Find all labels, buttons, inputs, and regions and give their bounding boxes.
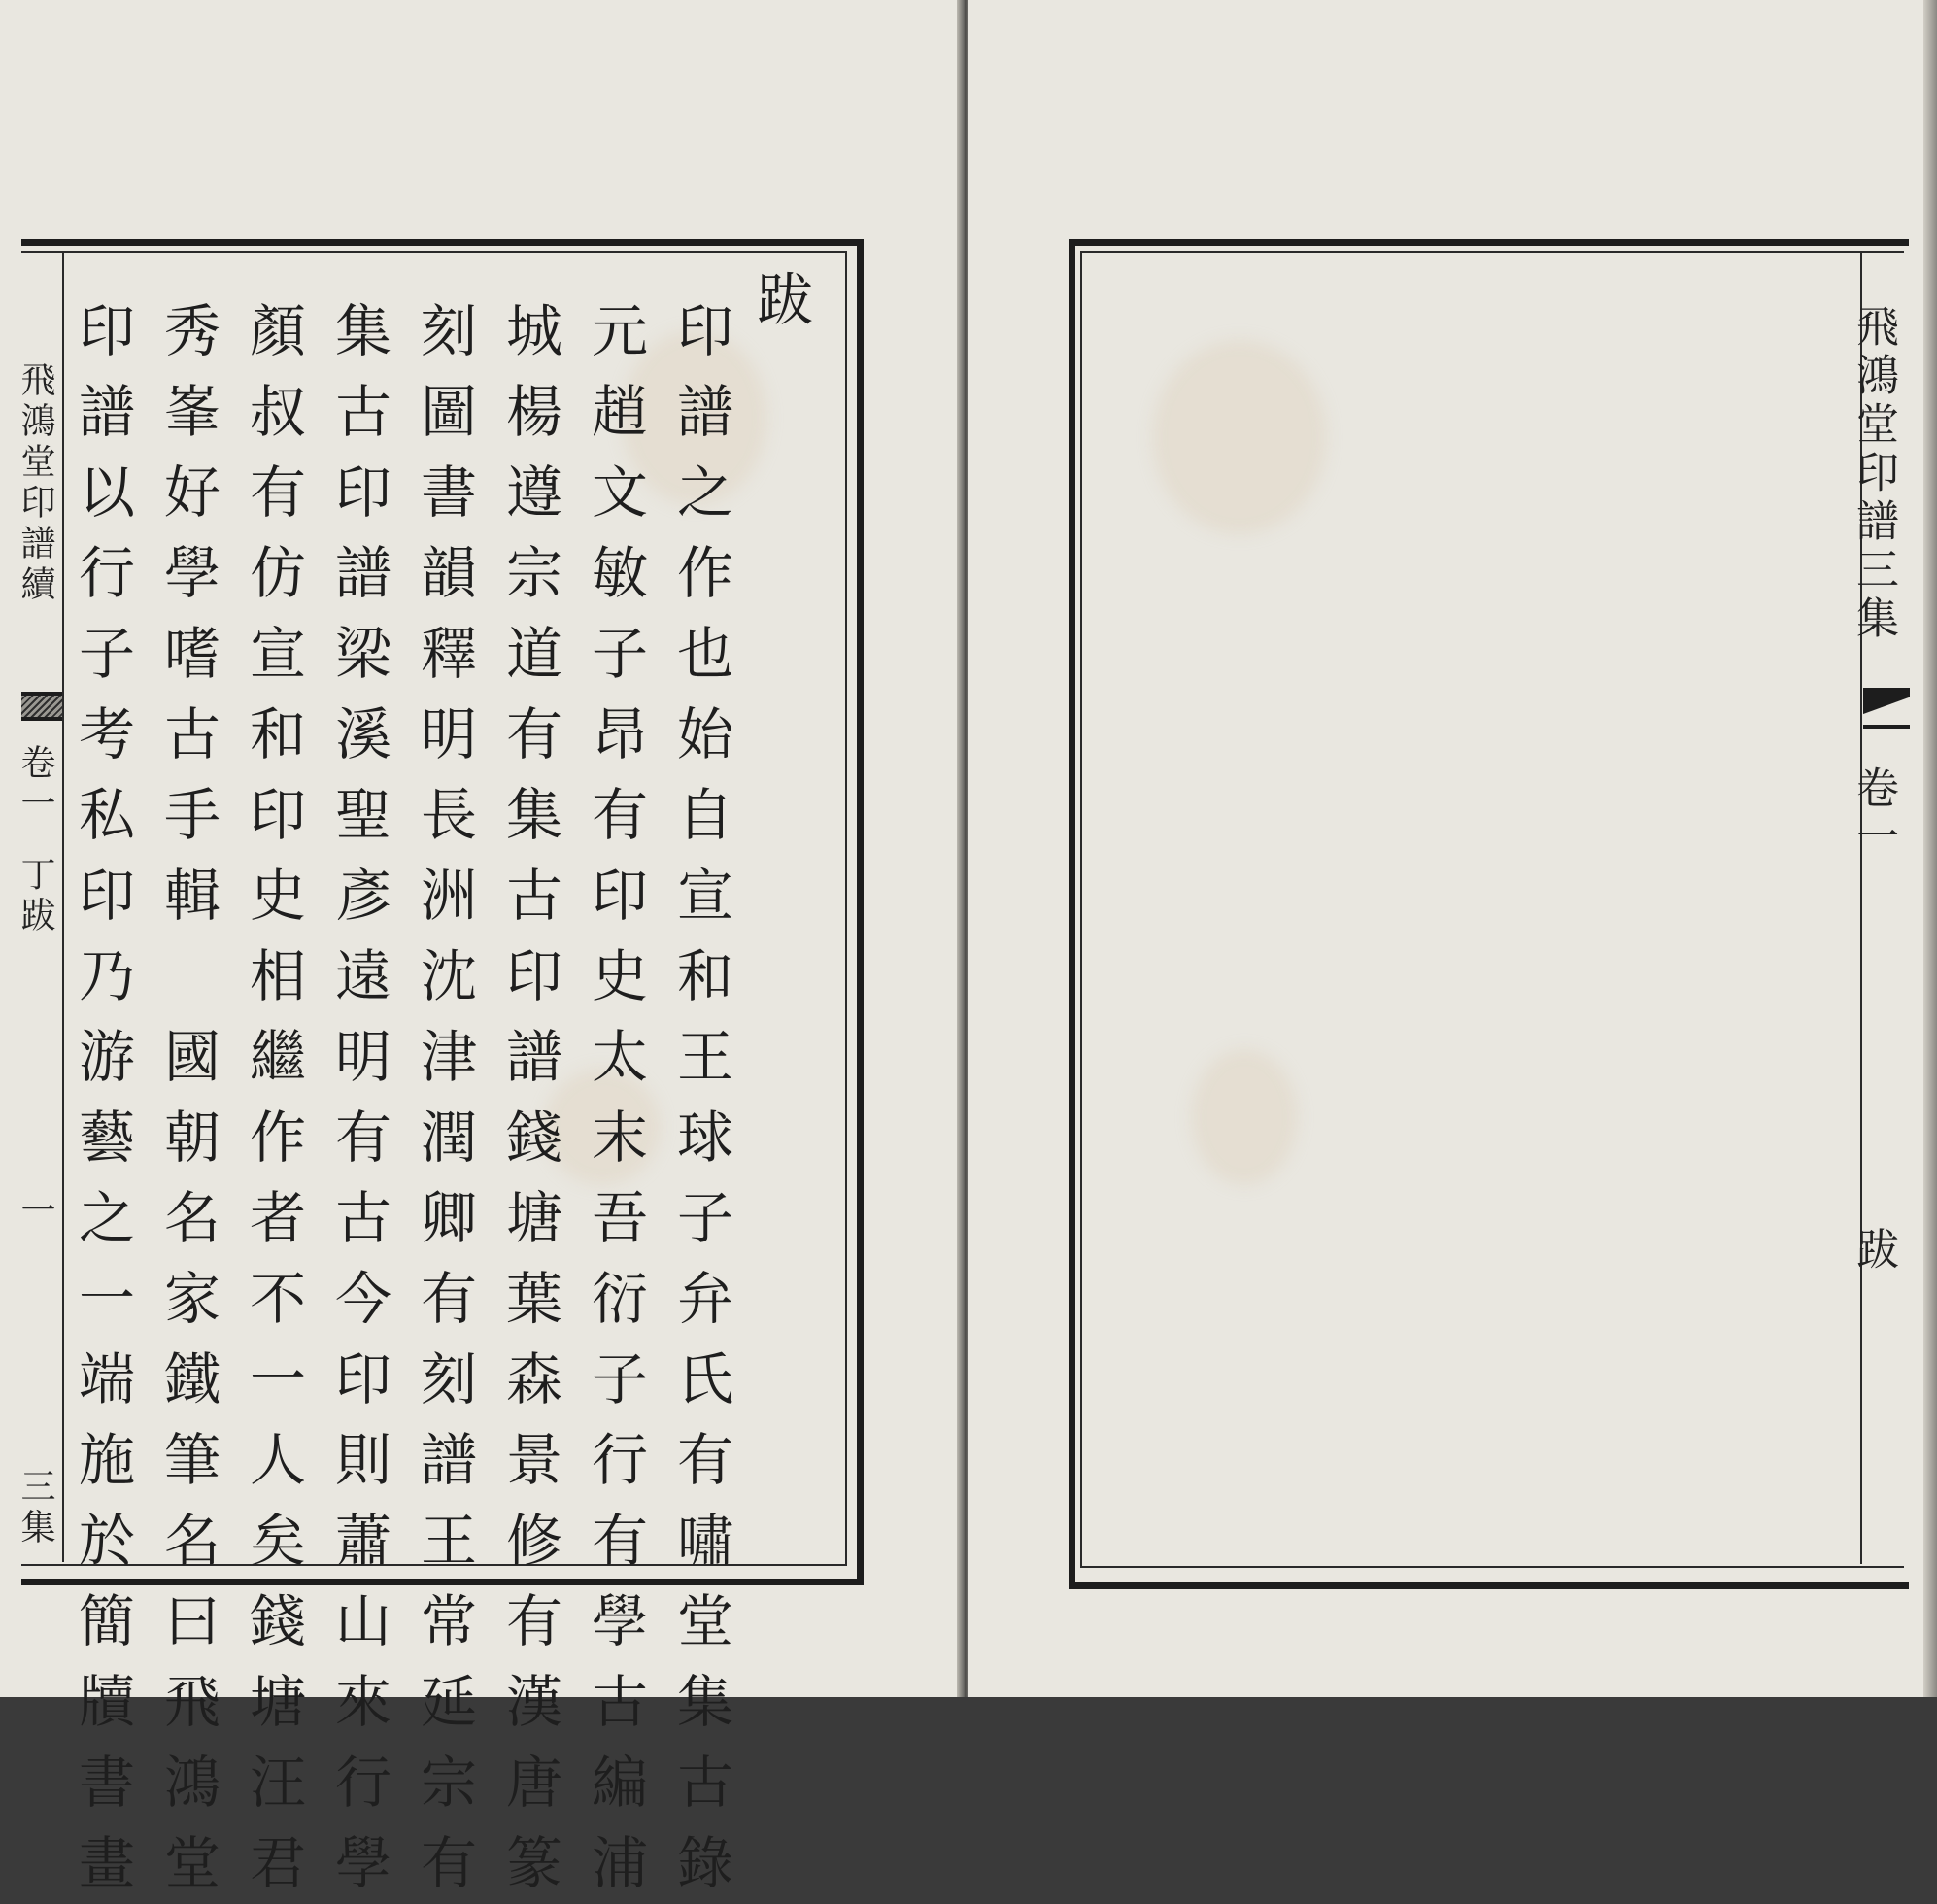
text-char: 之 xyxy=(676,459,733,526)
text-char: 於 xyxy=(78,1508,135,1574)
text-char: 印 xyxy=(334,1346,391,1412)
text-char: 印 xyxy=(676,298,733,364)
text-char: 圖 xyxy=(420,379,477,445)
text-char: 王 xyxy=(420,1508,477,1574)
text-char: 梁 xyxy=(334,621,391,687)
text-char: 鴻 xyxy=(163,1750,221,1816)
text-char: 太 xyxy=(591,1024,648,1090)
text-char: 葉 xyxy=(505,1266,562,1332)
text-char: 作 xyxy=(676,540,733,606)
text-char: 元 xyxy=(591,298,648,364)
text-char: 嘯 xyxy=(676,1508,733,1574)
right-banner-title: 飛鴻堂印譜三集 xyxy=(1849,304,1898,644)
text-char: 印 xyxy=(334,459,391,526)
text-char: 端 xyxy=(78,1346,135,1412)
text-char: 洲 xyxy=(420,863,477,929)
heading-char: 跋 xyxy=(756,267,813,333)
text-char: 畫 xyxy=(78,1830,135,1896)
text-char: 篆 xyxy=(505,1830,562,1896)
text-char: 手 xyxy=(163,782,221,848)
left-fish-tail xyxy=(21,692,64,721)
page-edge xyxy=(1923,0,1937,1697)
text-char: 和 xyxy=(676,943,733,1009)
text-char: 印 xyxy=(78,863,135,929)
text-char: 宣 xyxy=(676,863,733,929)
text-char: 簡 xyxy=(78,1588,135,1654)
text-char: 延 xyxy=(420,1669,477,1735)
text-char: 道 xyxy=(505,621,562,687)
text-char: 譜 xyxy=(505,1024,562,1090)
text-char: 來 xyxy=(334,1669,391,1735)
text-char: 明 xyxy=(420,701,477,767)
text-char: 譜 xyxy=(334,540,391,606)
text-char: 錢 xyxy=(249,1588,306,1654)
text-column xyxy=(241,291,315,1896)
text-char: 聖 xyxy=(334,782,391,848)
text-char: 球 xyxy=(676,1105,733,1171)
text-char: 文 xyxy=(591,459,648,526)
text-char: 子 xyxy=(591,1346,648,1412)
text-column xyxy=(412,291,486,1896)
text-char: 朝 xyxy=(163,1105,221,1171)
text-char: 弁 xyxy=(676,1266,733,1332)
text-char: 私 xyxy=(78,782,135,848)
text-char: 古 xyxy=(163,701,221,767)
text-char: 有 xyxy=(334,1105,391,1171)
text-char: 古 xyxy=(334,1185,391,1251)
text-char: 行 xyxy=(591,1427,648,1493)
text-char: 集 xyxy=(505,782,562,848)
text-char: 譜 xyxy=(676,379,733,445)
text-char: 印 xyxy=(591,863,648,929)
text-char: 學 xyxy=(163,540,221,606)
text-char: 輯 xyxy=(163,863,221,929)
text-char: 楊 xyxy=(505,379,562,445)
text-char: 吾 xyxy=(591,1185,648,1251)
text-char: 敏 xyxy=(591,540,648,606)
text-char: 一 xyxy=(78,1266,135,1332)
text-char: 刻 xyxy=(420,298,477,364)
left-banner-section: 卷一 xyxy=(16,744,55,826)
text-char: 浦 xyxy=(591,1830,648,1896)
text-char: 秀 xyxy=(163,298,221,364)
text-column xyxy=(326,291,400,1896)
text-char: 昂 xyxy=(591,701,648,767)
text-char: 古 xyxy=(676,1750,733,1816)
text-char: 有 xyxy=(249,459,306,526)
text-char: 相 xyxy=(249,943,306,1009)
text-char: 游 xyxy=(78,1024,135,1090)
text-char: 有 xyxy=(505,1588,562,1654)
text-char: 宣 xyxy=(249,621,306,687)
text-char: 有 xyxy=(505,701,562,767)
text-char: 釋 xyxy=(420,621,477,687)
text-char: 矣 xyxy=(249,1508,306,1574)
text-char: 之 xyxy=(78,1185,135,1251)
left-banner-rule xyxy=(62,253,64,1562)
text-char: 末 xyxy=(591,1105,648,1171)
right-banner-sub: 跋 xyxy=(1849,1227,1898,1275)
text-char: 乃 xyxy=(78,943,135,1009)
text-char: 始 xyxy=(676,701,733,767)
text-char: 牘 xyxy=(78,1669,135,1735)
text-char: 印 xyxy=(249,782,306,848)
text-char: 卿 xyxy=(420,1185,477,1251)
left-banner-collection: 三集 xyxy=(16,1468,55,1549)
right-fish-tail xyxy=(1863,688,1910,729)
text-char: 宗 xyxy=(505,540,562,606)
text-char: 史 xyxy=(591,943,648,1009)
text-char: 曰 xyxy=(163,1588,221,1654)
text-char: 子 xyxy=(78,621,135,687)
text-char: 有 xyxy=(420,1266,477,1332)
text-char: 王 xyxy=(676,1024,733,1090)
text-char: 印 xyxy=(78,298,135,364)
text-char: 蕭 xyxy=(334,1508,391,1574)
text-char: 嗜 xyxy=(163,621,221,687)
text-char: 漢 xyxy=(505,1669,562,1735)
text-char: 明 xyxy=(334,1024,391,1090)
text-char: 譜 xyxy=(78,379,135,445)
text-char: 者 xyxy=(249,1185,306,1251)
text-char: 一 xyxy=(249,1346,306,1412)
text-char: 筆 xyxy=(163,1427,221,1493)
text-column xyxy=(497,291,571,1896)
text-char: 堂 xyxy=(163,1830,221,1896)
text-char: 唐 xyxy=(505,1750,562,1816)
text-char: 有 xyxy=(591,782,648,848)
text-char: 山 xyxy=(334,1588,391,1654)
text-char: 顏 xyxy=(249,298,306,364)
text-char: 溪 xyxy=(334,701,391,767)
text-char: 印 xyxy=(505,943,562,1009)
text-char: 行 xyxy=(334,1750,391,1816)
text-char: 好 xyxy=(163,459,221,526)
text-char: 學 xyxy=(334,1830,391,1896)
text-char: 也 xyxy=(676,621,733,687)
text-char: 書 xyxy=(78,1750,135,1816)
text-char: 仿 xyxy=(249,540,306,606)
text-char: 峯 xyxy=(163,379,221,445)
text-char: 鐵 xyxy=(163,1346,221,1412)
text-char: 衍 xyxy=(591,1266,648,1332)
text-char: 則 xyxy=(334,1427,391,1493)
text-char: 名 xyxy=(163,1185,221,1251)
right-inner-frame xyxy=(1080,251,1904,1568)
text-char: 繼 xyxy=(249,1024,306,1090)
text-char: 潤 xyxy=(420,1105,477,1171)
text-char: 錄 xyxy=(676,1830,733,1896)
text-char: 集 xyxy=(676,1669,733,1735)
text-char: 書 xyxy=(420,459,477,526)
text-char: 不 xyxy=(249,1266,306,1332)
left-banner-title: 飛鴻堂印譜續 xyxy=(16,361,55,606)
text-char: 刻 xyxy=(420,1346,477,1412)
text-char: 君 xyxy=(249,1830,306,1896)
text-char: 藝 xyxy=(78,1105,135,1171)
text-char: 常 xyxy=(420,1588,477,1654)
text-char: 今 xyxy=(334,1266,391,1332)
text-char: 宗 xyxy=(420,1750,477,1816)
text-column xyxy=(668,291,742,1896)
text-char: 子 xyxy=(676,1185,733,1251)
text-char: 汪 xyxy=(249,1750,306,1816)
right-banner-section: 卷一 xyxy=(1849,765,1898,863)
text-char: 遵 xyxy=(505,459,562,526)
text-char: 子 xyxy=(591,621,648,687)
text-char: 和 xyxy=(249,701,306,767)
left-banner-sub: 丁跋 xyxy=(16,856,55,937)
text-char: 彥 xyxy=(334,863,391,929)
text-char xyxy=(164,936,221,1017)
text-char: 集 xyxy=(334,298,391,364)
text-char: 以 xyxy=(78,459,135,526)
text-char: 國 xyxy=(163,1024,221,1090)
text-char: 錢 xyxy=(505,1105,562,1171)
text-char: 作 xyxy=(249,1105,306,1171)
text-char: 塘 xyxy=(505,1185,562,1251)
text-char: 有 xyxy=(676,1427,733,1493)
text-char: 史 xyxy=(249,863,306,929)
text-char: 家 xyxy=(163,1266,221,1332)
text-char: 考 xyxy=(78,701,135,767)
text-char: 氏 xyxy=(676,1346,733,1412)
text-char: 行 xyxy=(78,540,135,606)
left-banner-page: 一 xyxy=(16,1192,55,1233)
text-char: 施 xyxy=(78,1427,135,1493)
text-char: 塘 xyxy=(249,1669,306,1735)
text-char: 古 xyxy=(591,1669,648,1735)
text-char: 景 xyxy=(505,1427,562,1493)
text-column xyxy=(70,291,144,1896)
text-char: 飛 xyxy=(163,1669,221,1735)
heading-column xyxy=(748,260,822,1552)
text-char: 城 xyxy=(505,298,562,364)
text-char: 長 xyxy=(420,782,477,848)
text-char: 森 xyxy=(505,1346,562,1412)
text-char: 有 xyxy=(591,1508,648,1574)
text-char: 趙 xyxy=(591,379,648,445)
text-char: 名 xyxy=(163,1508,221,1574)
text-char: 人 xyxy=(249,1427,306,1493)
text-char: 譜 xyxy=(420,1427,477,1493)
text-char: 堂 xyxy=(676,1588,733,1654)
text-char: 編 xyxy=(591,1750,648,1816)
text-column xyxy=(155,291,229,1896)
text-char: 學 xyxy=(591,1588,648,1654)
text-char: 修 xyxy=(505,1508,562,1574)
text-char: 古 xyxy=(334,379,391,445)
text-char: 遠 xyxy=(334,943,391,1009)
text-char: 自 xyxy=(676,782,733,848)
text-char: 叔 xyxy=(249,379,306,445)
text-char: 津 xyxy=(420,1024,477,1090)
text-char: 沈 xyxy=(420,943,477,1009)
text-char: 有 xyxy=(420,1830,477,1896)
text-char: 韻 xyxy=(420,540,477,606)
text-char: 古 xyxy=(505,863,562,929)
text-column xyxy=(583,291,657,1896)
right-banner-column xyxy=(1849,251,1910,1564)
left-banner-column xyxy=(16,251,60,1562)
